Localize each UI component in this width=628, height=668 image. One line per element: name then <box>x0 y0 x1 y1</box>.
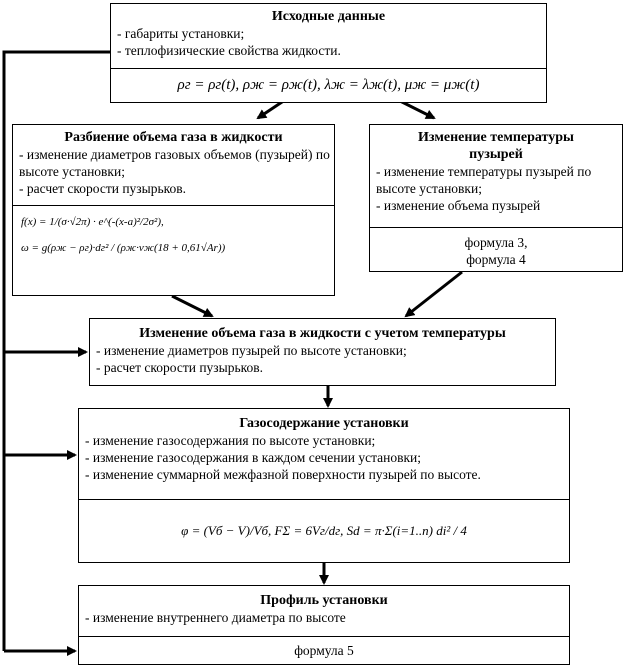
temperature-formula-ref: формула 3, <box>464 235 528 250</box>
temperature-box <box>369 124 623 272</box>
gas-content-box <box>78 408 570 563</box>
input-data-item: - теплофизические свойства жидкости. <box>117 43 341 58</box>
gas-content-item: - изменение газосодержания в каждом сечении установки; <box>85 450 422 465</box>
temperature-title: Изменение температуры пузырей <box>418 130 574 162</box>
profile-title: Профиль установки <box>260 593 388 608</box>
input-data-title: Исходные данные <box>271 9 386 24</box>
normal-distribution-formula: f(x) = 1/(σ·√2π) · e^(-(x-a)²/2σ²), <box>21 216 164 228</box>
volume-temperature-item: - изменение диаметров пузырей по высоте установки; <box>96 343 407 358</box>
gas-content-title: Газосодержание установки <box>239 416 409 431</box>
profile-item: - изменение внутреннего диаметра по высоте <box>85 610 346 625</box>
arrow-temp-to-volume <box>406 272 462 316</box>
bubble-velocity-formula: ω = g(ρж − ρг)·dг² / (ρж·νж(18 + 0,61√Ar)) <box>21 242 226 254</box>
input-data-box <box>110 3 547 103</box>
gas-split-title: Разбиение объема газа в жидкости <box>64 130 283 145</box>
gas-content-item: - изменение суммарной межфазной поверхности пузырей по высоте. <box>85 467 481 482</box>
volume-temperature-box <box>89 318 556 386</box>
profile-formula-ref: формула 5 <box>294 643 354 658</box>
gas-content-item: - изменение газосодержания по высоте установки; <box>85 433 376 448</box>
gas-content-formula: φ = (Vб − V)/Vб, FΣ = 6Vг/dг, Sd = π·Σ(i=1..n) di² / 4 <box>181 523 467 538</box>
gas-split-item: - расчет скорости пузырьков. <box>19 181 186 196</box>
gas-split-item: - изменение диаметров газовых объемов (пузырей) по высоте установки; <box>19 147 330 179</box>
input-data-item: - габариты установки; <box>117 26 245 41</box>
volume-temperature-item: - расчет скорости пузырьков. <box>96 360 263 375</box>
profile-box <box>78 585 570 665</box>
volume-temperature-title: Изменение объема газа в жидкости с учетом температуры <box>139 326 506 341</box>
gas-split-box <box>12 124 335 296</box>
temperature-item: - изменение температуры пузырей по высоте установки; <box>376 164 592 196</box>
input-properties-formula: ρг = ρг(t), ρж = ρж(t), λж = λж(t), μж = μж(t) <box>177 77 480 93</box>
temperature-formula-ref: формула 4 <box>466 252 526 267</box>
temperature-item: - изменение объема пузырей <box>376 198 541 213</box>
arrow-gas-split-to-volume <box>172 296 212 316</box>
